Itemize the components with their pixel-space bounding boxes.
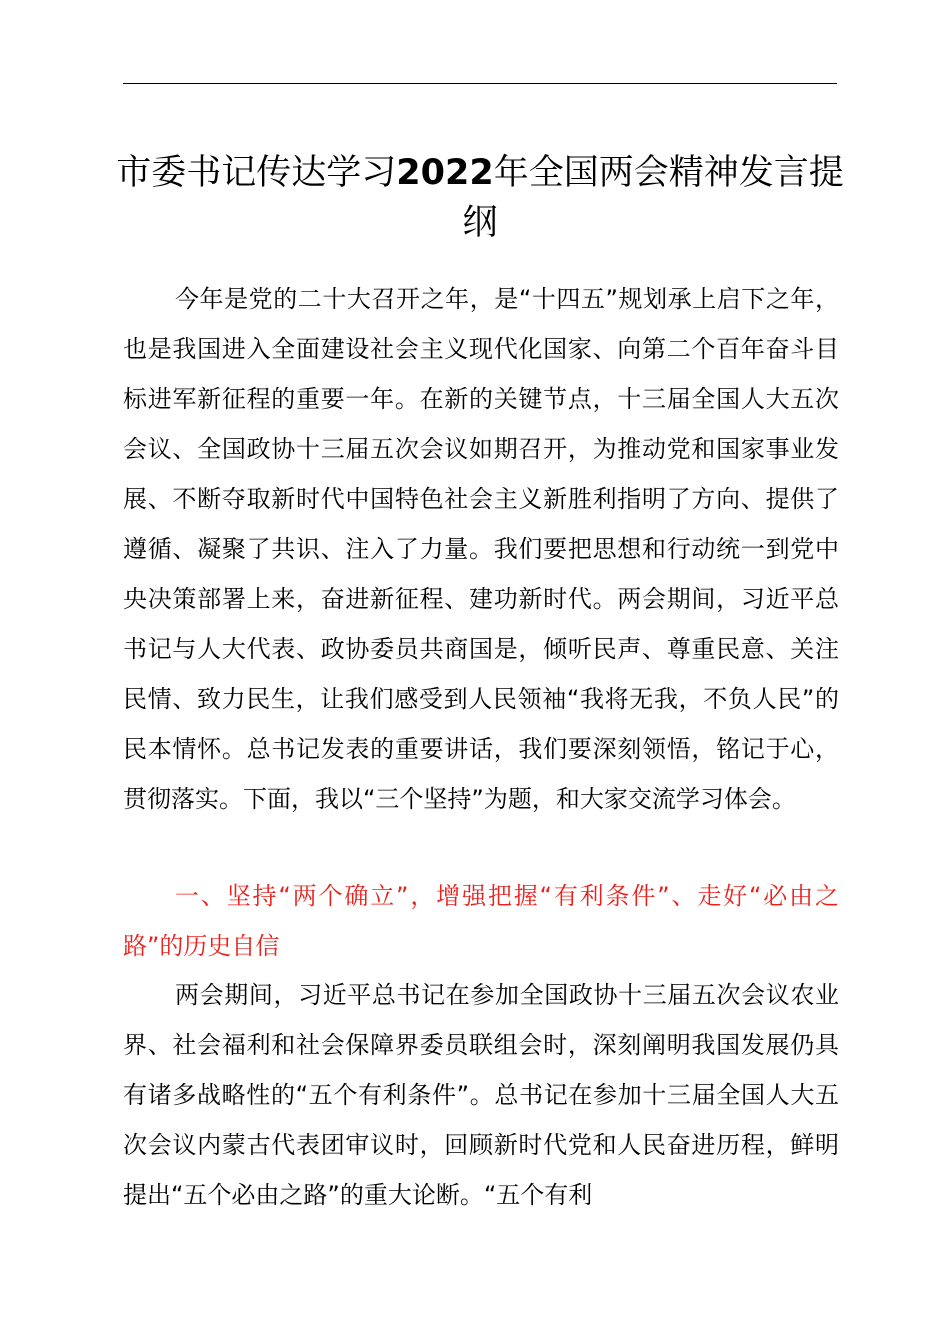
header-rule (123, 83, 837, 84)
document-title (110, 148, 850, 248)
title-part1: 市委书记传达学习 (116, 153, 397, 193)
title-year: 2022 (396, 153, 494, 193)
paragraph-intro: 今年是党的二十大召开之年，是“十四五”规划承上启下之年，也是我国进入全面建设社会主义现代化国家、向第二个百年奋斗目标进军新征程的重要一年。在新的关键节点，十三届全国人大五次会议、全国政协十三届五次会议如期召开，为推动党和国家事业发展、不断夺取新时代中国特色社会主义新胜利指明了方向、提供了遵循、凝聚了共识、注入了力量。我们要把思想和行动统一到党中央决策部署上来，奋进新征程、建功新时代。两会期间，习近平总书记与人大代表、政协委员共商国是，倾听民声、尊重民意、关注民情、致力民生，让我们感受到人民领袖“我将无我，不负人民”的民本情怀。总书记发表的重要讲话，我们要深刻领悟，铭记于心，贯彻落实。下面，我以“三个坚持”为题，和大家交流学习体会。 (123, 285, 839, 813)
section-heading-1: 一、坚持“两个确立”，增强把握“有利条件”、走好“必由之路”的历史自信 (123, 882, 839, 960)
title-part2: 年全国两会精神发言提纲 (462, 153, 844, 243)
paragraph-section1: 两会期间，习近平总书记在参加全国政协十三届五次会议农业界、社会福利和社会保障界委员联组会时，深刻阐明我国发展仍具有诸多战略性的“五个有利条件”。总书记在参加十三届全国人大五次会议内蒙古代表团审议时，回顾新时代党和人民奋进历程，鲜明提出“五个必由之路”的重大论断。“五个有利 (123, 981, 839, 1209)
